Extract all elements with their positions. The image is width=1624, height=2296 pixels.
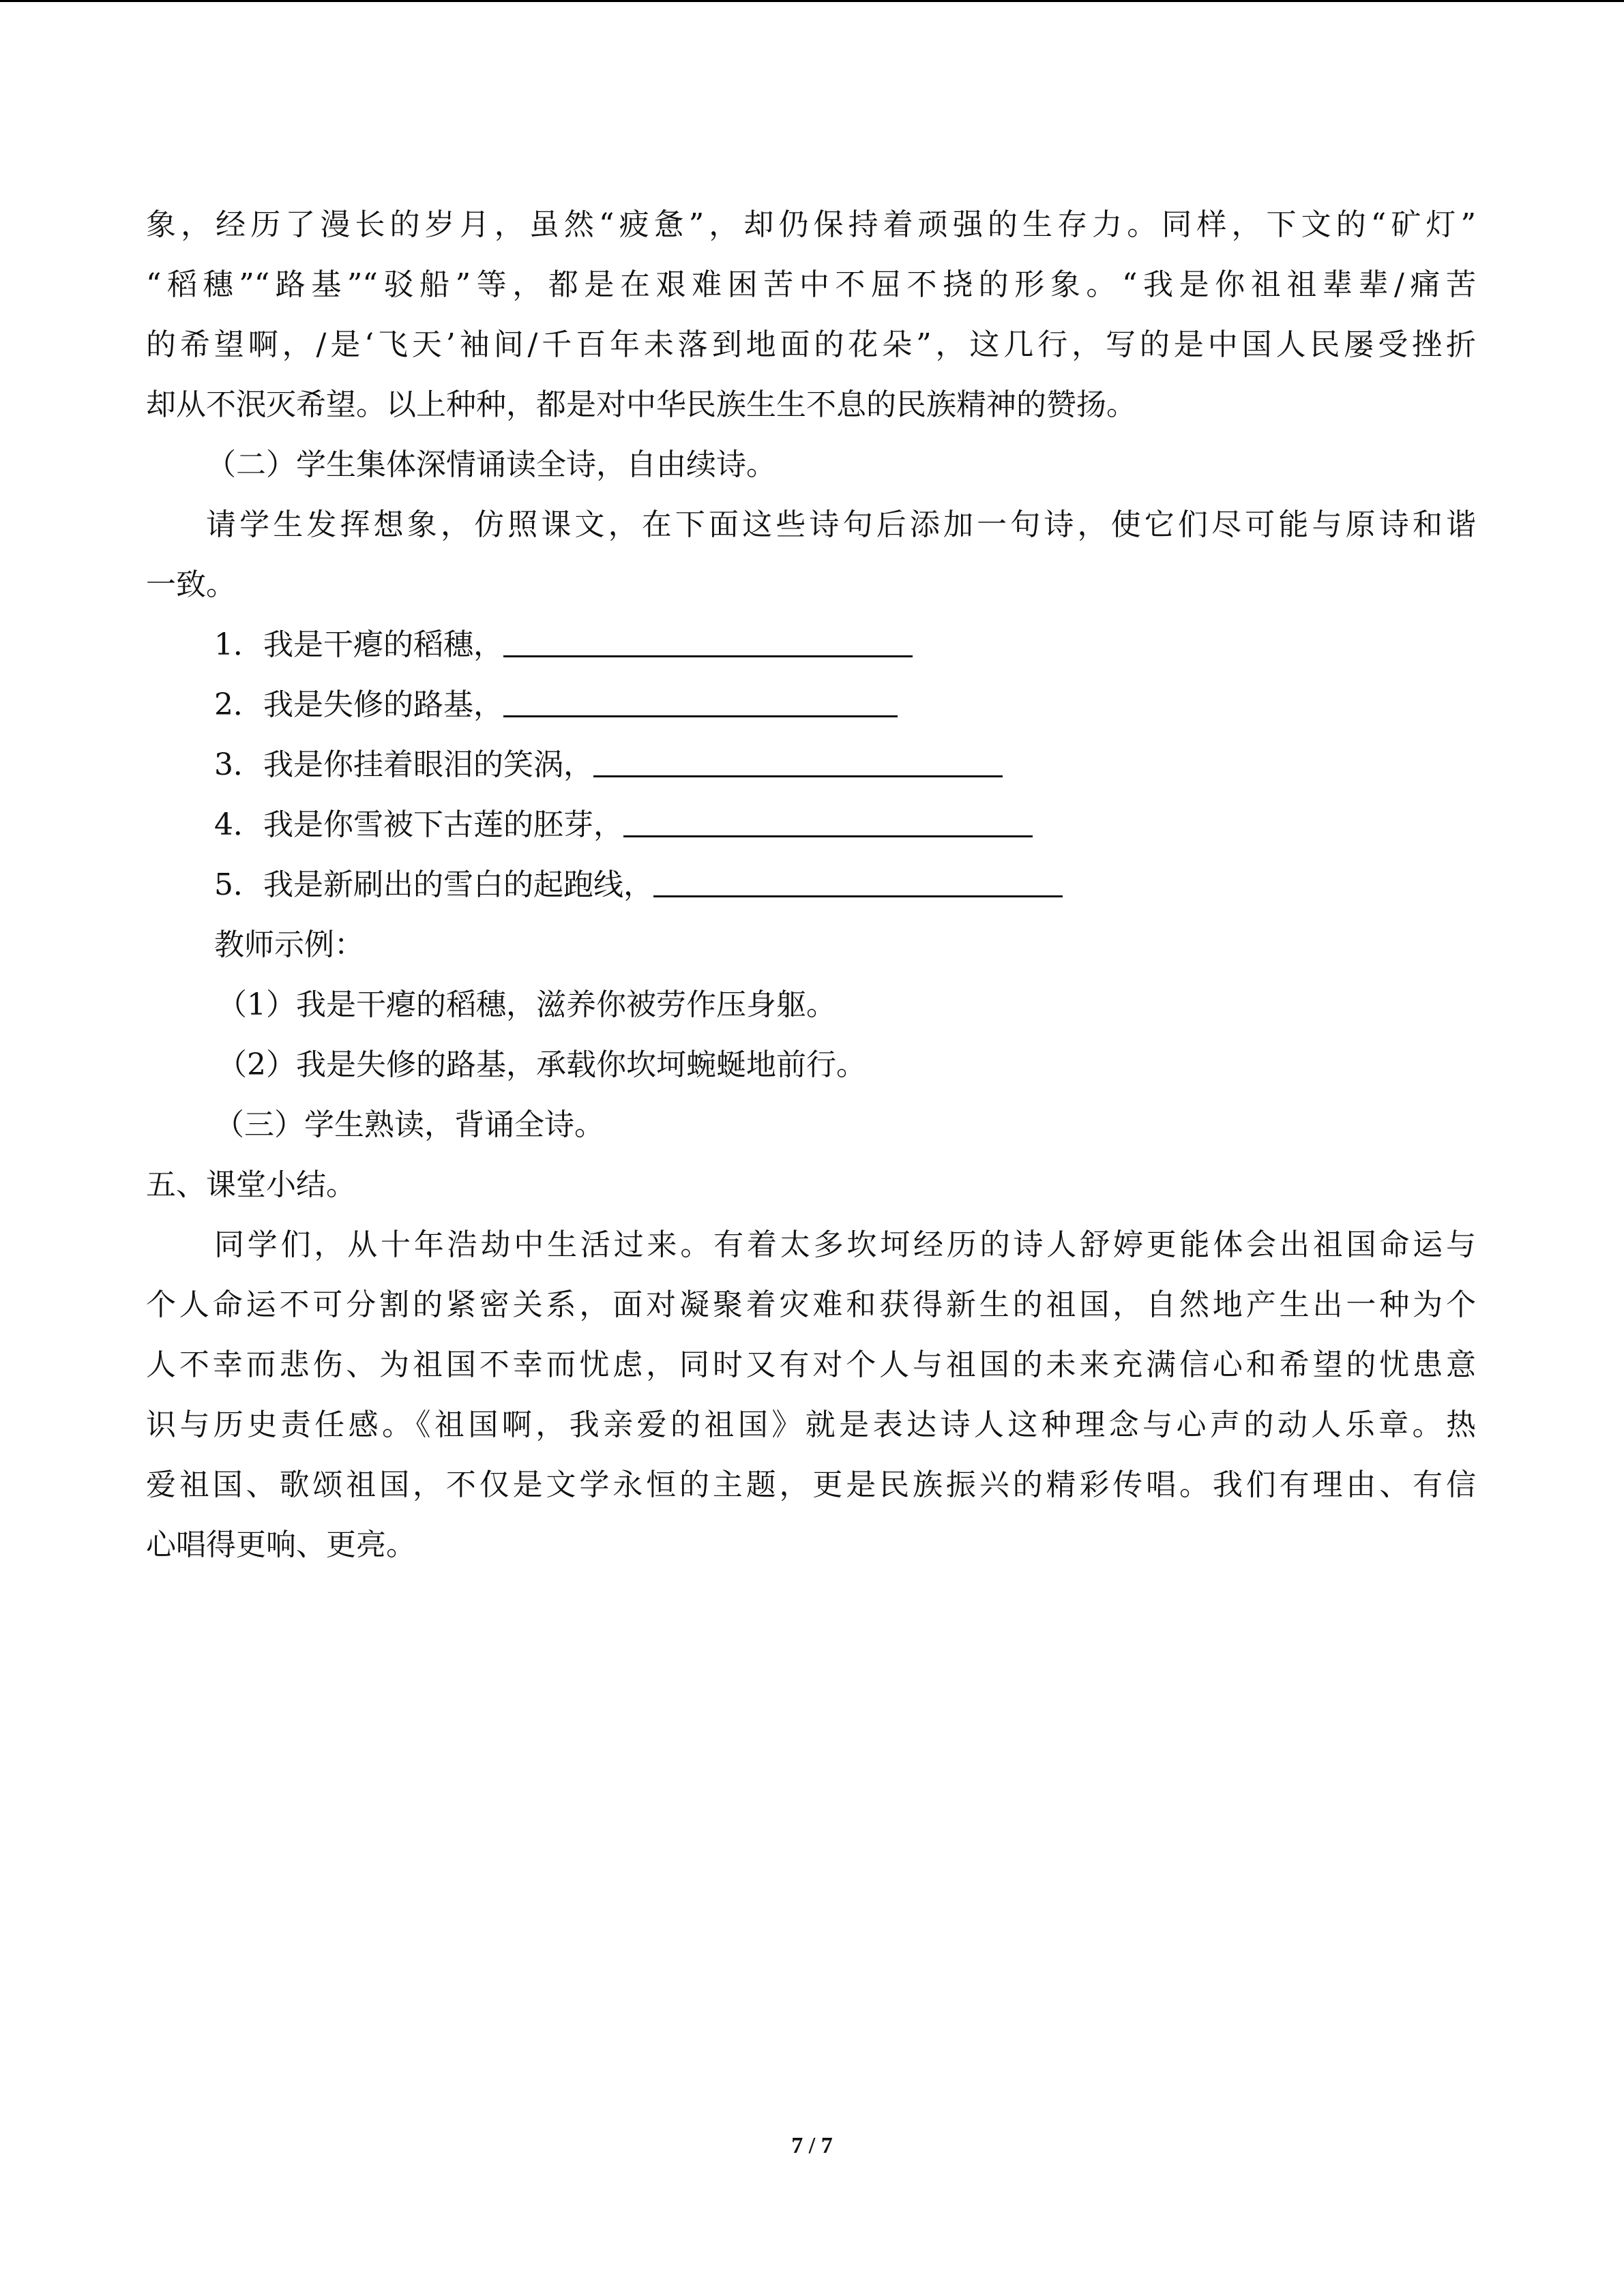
answer-blank[interactable]: [503, 625, 913, 657]
paragraph-line: 的希望啊，/是‘飞天’袖间/千百年未落到地面的花朵”，这几行，写的是中国人民屡受挫折: [146, 327, 1476, 362]
paragraph-line: 个人命运不可分割的紧密关系，面对凝聚着灾难和获得新生的祖国，自然地产生出一种为个: [146, 1287, 1476, 1322]
top-border-line: [0, 0, 1624, 2]
paragraph-line: 识与历史责任感。《祖国啊，我亲爱的祖国》就是表达诗人这种理念与心声的动人乐章。热: [146, 1407, 1476, 1442]
exercise-item: [214, 685, 898, 726]
exercise-item: [214, 625, 913, 666]
example-item: （1）我是干瘪的稻穗，滋养你被劳作压身躯。: [217, 987, 836, 1022]
exercise-prompt: 2．我是失修的路基，: [214, 687, 503, 722]
paragraph-line: “稻穗”“路基”“驳船”等，都是在艰难困苦中不屈不挠的形象。“我是你祖祖辈辈/痛苦: [146, 267, 1476, 302]
exercise-prompt: 1．我是干瘪的稻穗，: [214, 627, 503, 662]
section-heading: （三）学生熟读，背诵全诗。: [214, 1107, 604, 1142]
answer-blank[interactable]: [653, 865, 1063, 897]
paragraph-line: 同学们，从十年浩劫中生活过来。有着太多坎坷经历的诗人舒婷更能体会出祖国命运与: [214, 1227, 1476, 1262]
paragraph-line: 象，经历了漫长的岁月，虽然“疲惫”，却仍保持着顽强的生存力。同样，下文的“矿灯”: [146, 207, 1476, 242]
example-heading: 教师示例：: [214, 927, 364, 962]
paragraph-line: 一致。: [146, 567, 236, 602]
page-number: 7 / 7: [791, 2133, 833, 2158]
paragraph-line: 请学生发挥想象，仿照课文，在下面这些诗句后添加一句诗，使它们尽可能与原诗和谐: [206, 507, 1476, 542]
paragraph-line: 心唱得更响、更亮。: [146, 1527, 416, 1562]
answer-blank[interactable]: [623, 805, 1033, 837]
paragraph-line: 却从不泯灭希望。以上种种，都是对中华民族生生不息的民族精神的赞扬。: [146, 387, 1136, 422]
exercise-item: [214, 745, 1003, 786]
section-heading: 五、课堂小结。: [146, 1167, 356, 1202]
exercise-prompt: 4．我是你雪被下古莲的胚芽，: [214, 807, 623, 842]
section-heading: （二）学生集体深情诵读全诗，自由续诗。: [206, 447, 776, 482]
exercise-item: [214, 865, 1063, 906]
exercise-prompt: 3．我是你挂着眼泪的笑涡，: [214, 747, 593, 782]
exercise-item: [214, 805, 1033, 846]
answer-blank[interactable]: [503, 685, 898, 717]
example-item: （2）我是失修的路基，承载你坎坷蜿蜒地前行。: [217, 1047, 866, 1082]
exercise-prompt: 5．我是新刷出的雪白的起跑线，: [214, 867, 653, 902]
answer-blank[interactable]: [593, 745, 1003, 777]
paragraph-line: 人不幸而悲伤、为祖国不幸而忧虑，同时又有对个人与祖国的未来充满信心和希望的忧患意: [146, 1347, 1476, 1382]
paragraph-line: 爱祖国、歌颂祖国，不仅是文学永恒的主题，更是民族振兴的精彩传唱。我们有理由、有信: [146, 1467, 1476, 1502]
